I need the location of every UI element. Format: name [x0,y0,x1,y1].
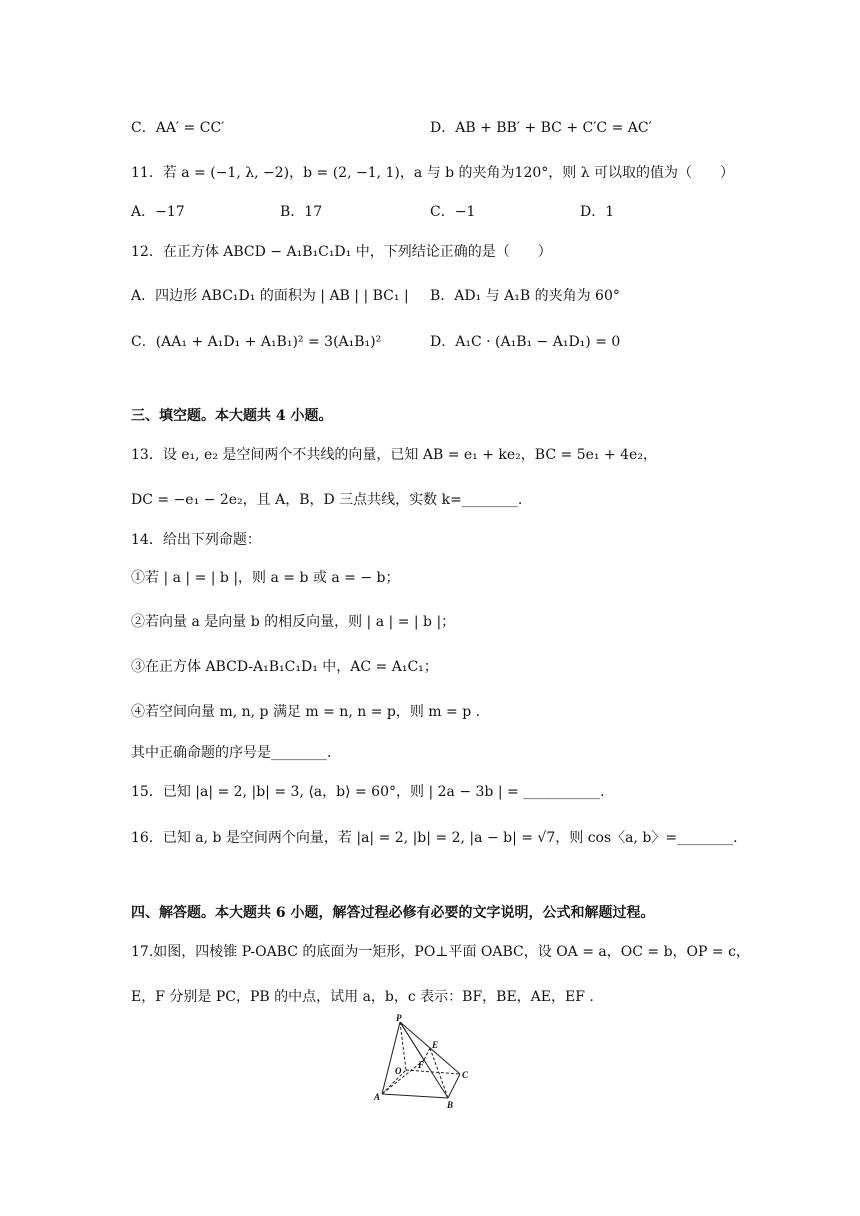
q14-item-4: ④若空间向量 m, n, p 满足 m = n, n = p，则 m = p . [131,704,481,720]
label-p: P [396,1013,402,1023]
q11-option-b: B．17 [280,204,323,220]
q12-option-c: C．(AA₁ + A₁D₁ + A₁B₁)² = 3(A₁B₁)² [131,334,382,350]
q16: 16．已知 a, b 是空间两个向量，若 |a| = 2, |b| = 2, |a − b| = √7，则 cos〈a, b〉=________. [131,830,738,846]
q12-option-d: D．A₁C · (A₁B₁ − A₁D₁) = 0 [430,334,621,350]
label-o: O [395,1066,402,1076]
q12-option-a: A．四边形 ABC₁D₁ 的面积为 | AB | | BC₁ | [131,288,409,304]
q17-line2: E，F 分别是 PC，PB 的中点，试用 a，b，c 表示：BF，BE，AE，EF . [131,989,594,1005]
label-b: B [447,1100,454,1110]
q11-option-c: C．−1 [430,204,476,220]
q12-option-b: B．AD₁ 与 A₁B 的夹角为 60° [430,288,620,304]
q11-stem: 11．若 a = (−1, λ, −2)，b = (2, −1, 1)，a 与 b 的夹角为120°，则 λ 可以取的值为（ ） [131,165,735,181]
q14-stem: 14．给出下列命题： [131,532,261,548]
q11-option-a: A．−17 [131,204,185,220]
section-4-heading: 四、解答题。本大题共 6 小题，解答过程必修有必要的文字说明，公式和解题过程。 [131,905,655,921]
q15: 15．已知 |a| = 2, |b| = 3, ⟨a，b⟩ = 60°，则 | 2a − 3b | = ___________. [131,784,605,800]
q10-option-c: C．AA′ = CC′ [131,120,225,136]
q14-item-1: ①若 | a | = | b |，则 a = b 或 a = − b； [131,570,400,586]
q13-line1: 13．设 e₁, e₂ 是空间两个不共线的向量，已知 AB = e₁ + ke₂，BC = 5e₁ + 4e₂， [131,447,657,463]
q13-line2: DC = −e₁ − 2e₂，且 A，B，D 三点共线，实数 k=________. [131,492,523,508]
q14-answer-prompt: 其中正确命题的序号是________. [131,745,332,761]
q11-option-d: D．1 [580,204,615,220]
label-a: A [374,1092,381,1102]
q14-item-2: ②若向量 a 是向量 b 的相反向量，则 | a | = | b |； [131,614,456,630]
label-f: F [418,1060,425,1070]
label-c: C [462,1070,469,1080]
q10-option-d: D．AB + BB′ + BC + C′C = AC′ [430,120,652,136]
pyramid-figure [368,1012,478,1112]
q17-line1: 17.如图，四棱锥 P-OABC 的底面为一矩形，PO⊥平面 OABC，设 OA = a，OC = b，OP = c， [131,944,750,960]
section-3-heading: 三、填空题。本大题共 4 小题。 [131,408,333,424]
q12-stem: 12．在正方体 ABCD − A₁B₁C₁D₁ 中，下列结论正确的是（ ） [131,244,552,260]
q14-item-3: ③在正方体 ABCD-A₁B₁C₁D₁ 中，AC = A₁C₁； [131,659,438,675]
label-e: E [432,1040,439,1050]
